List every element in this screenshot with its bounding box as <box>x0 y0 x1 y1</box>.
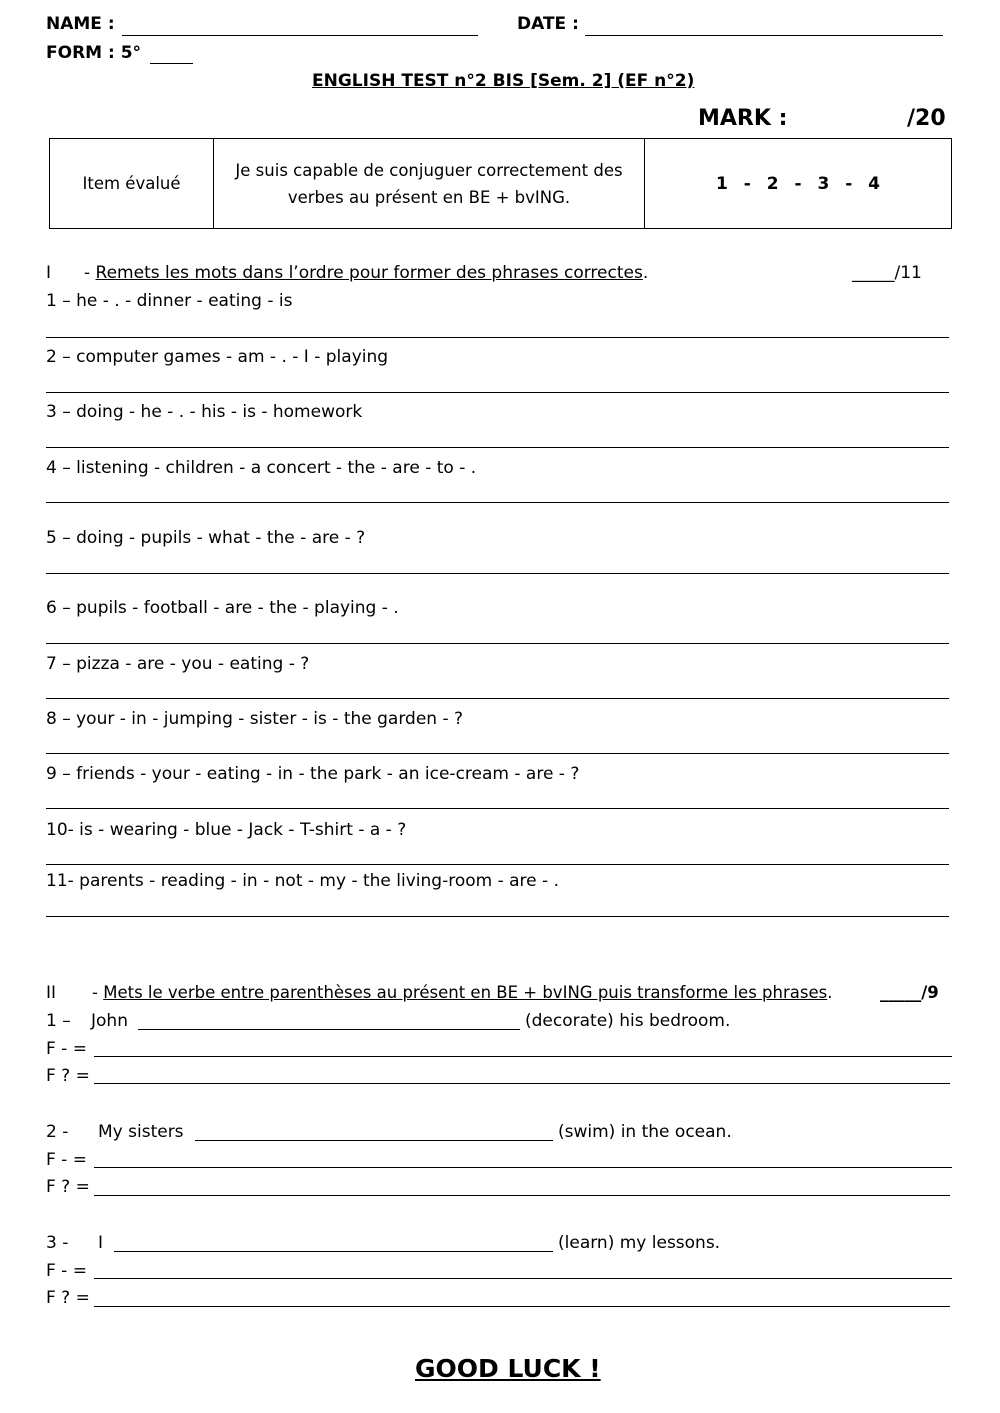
section2-number: II <box>46 983 57 1003</box>
exercise-item-2-rest: (swim) in the ocean. <box>558 1122 732 1142</box>
exercise-item-3-neg-label: F - = <box>46 1261 87 1281</box>
section2-dash: - <box>92 983 98 1002</box>
exercise-item-3-neg-line[interactable] <box>94 1278 952 1279</box>
answer-line-5[interactable] <box>46 573 949 574</box>
exercise-item-2-blank[interactable] <box>195 1140 553 1141</box>
skill-description <box>214 139 645 229</box>
answer-line-6[interactable] <box>46 643 949 644</box>
test-title: ENGLISH TEST n°2 BIS [Sem. 2] (EF n°2) <box>312 71 695 91</box>
mark-total: /20 <box>907 106 946 131</box>
evaluation-table <box>49 138 952 229</box>
exercise-item-2-neg-line[interactable] <box>94 1167 952 1168</box>
section2-score: _____/9 <box>880 983 939 1002</box>
skill-line-1: Je suis capable de conjuguer correctement des <box>235 160 623 180</box>
sentence-item-8: 8 – your - in - jumping - sister - is - the garden - ? <box>46 709 464 729</box>
mark-label: MARK : <box>698 106 788 131</box>
answer-line-3[interactable] <box>46 447 949 448</box>
sentence-item-2: 2 – computer games - am - . - I - playing <box>46 347 389 367</box>
answer-line-10[interactable] <box>46 864 949 865</box>
name-label: NAME : <box>46 14 115 34</box>
date-label: DATE : <box>517 14 579 34</box>
item-label: Item évalué <box>50 139 214 229</box>
section1-instruction: Remets les mots dans l’ordre pour former des phrases correctes <box>95 263 643 283</box>
exercise-item-3-q-line[interactable] <box>94 1306 950 1307</box>
exercise-item-1-rest: (decorate) his bedroom. <box>525 1011 731 1031</box>
skill-line-2: verbes au présent en BE + bvING. <box>287 187 571 207</box>
section2-period: . <box>827 983 833 1002</box>
good-luck-text: GOOD LUCK ! <box>415 1354 601 1383</box>
exercise-item-2-number: 2 - <box>46 1122 69 1142</box>
form-answer-line[interactable] <box>150 63 193 64</box>
sentence-item-1: 1 – he - . - dinner - eating - is <box>46 291 293 311</box>
sentence-item-7: 7 – pizza - are - you - eating - ? <box>46 654 310 674</box>
answer-line-11[interactable] <box>46 916 949 917</box>
section2-instruction: Mets le verbe entre parenthèses au présent en BE + bvING puis transforme les phrases <box>103 983 828 1002</box>
sentence-item-10: 10- is - wearing - blue - Jack - T-shirt - a - ? <box>46 820 407 840</box>
exercise-item-1-q-label: F ? = <box>46 1066 90 1086</box>
exercise-item-2-q-label: F ? = <box>46 1177 90 1197</box>
section2-heading <box>92 983 832 1002</box>
exercise-item-1-neg-line[interactable] <box>94 1056 952 1057</box>
exercise-item-3-blank[interactable] <box>114 1251 553 1252</box>
sentence-item-4: 4 – listening - children - a concert - the - are - to - . <box>46 458 477 478</box>
form-label: FORM : 5° <box>46 43 142 63</box>
exercise-item-2-subject: My sisters <box>98 1122 184 1142</box>
answer-line-4[interactable] <box>46 502 949 503</box>
exercise-item-2-q-line[interactable] <box>94 1195 950 1196</box>
exercise-item-1-neg-label: F - = <box>46 1039 87 1059</box>
exercise-item-2-neg-label: F - = <box>46 1150 87 1170</box>
sentence-item-3: 3 – doing - he - . - his - is - homework <box>46 402 363 422</box>
exercise-item-1-subject: John <box>91 1011 128 1031</box>
answer-line-9[interactable] <box>46 808 949 809</box>
sentence-item-5: 5 – doing - pupils - what - the - are - ? <box>46 528 366 548</box>
answer-line-7[interactable] <box>46 698 949 699</box>
date-answer-line[interactable] <box>585 35 943 36</box>
answer-line-2[interactable] <box>46 392 949 393</box>
exercise-item-1-blank[interactable] <box>138 1029 520 1030</box>
sentence-item-9: 9 – friends - your - eating - in - the park - an ice-cream - are - ? <box>46 764 580 784</box>
exercise-item-3-q-label: F ? = <box>46 1288 90 1308</box>
section1-period: . <box>642 263 649 283</box>
exercise-item-1-number: 1 – <box>46 1011 71 1031</box>
exercise-item-3-subject: I <box>98 1233 104 1253</box>
sentence-item-6: 6 – pupils - football - are - the - playing - . <box>46 598 399 618</box>
exercise-item-3-rest: (learn) my lessons. <box>558 1233 721 1253</box>
sentence-item-11: 11- parents - reading - in - not - my - the living-room - are - . <box>46 871 559 891</box>
levels: 1 - 2 - 3 - 4 <box>645 139 952 229</box>
exercise-item-1-q-line[interactable] <box>94 1083 950 1084</box>
name-answer-line[interactable] <box>122 35 478 36</box>
section1-heading <box>84 263 648 283</box>
exercise-item-3-number: 3 - <box>46 1233 69 1253</box>
section1-dash: - <box>84 263 91 283</box>
answer-line-1[interactable] <box>46 337 949 338</box>
section1-number: I <box>46 263 52 283</box>
section1-score: _____/11 <box>852 263 922 283</box>
answer-line-8[interactable] <box>46 753 949 754</box>
